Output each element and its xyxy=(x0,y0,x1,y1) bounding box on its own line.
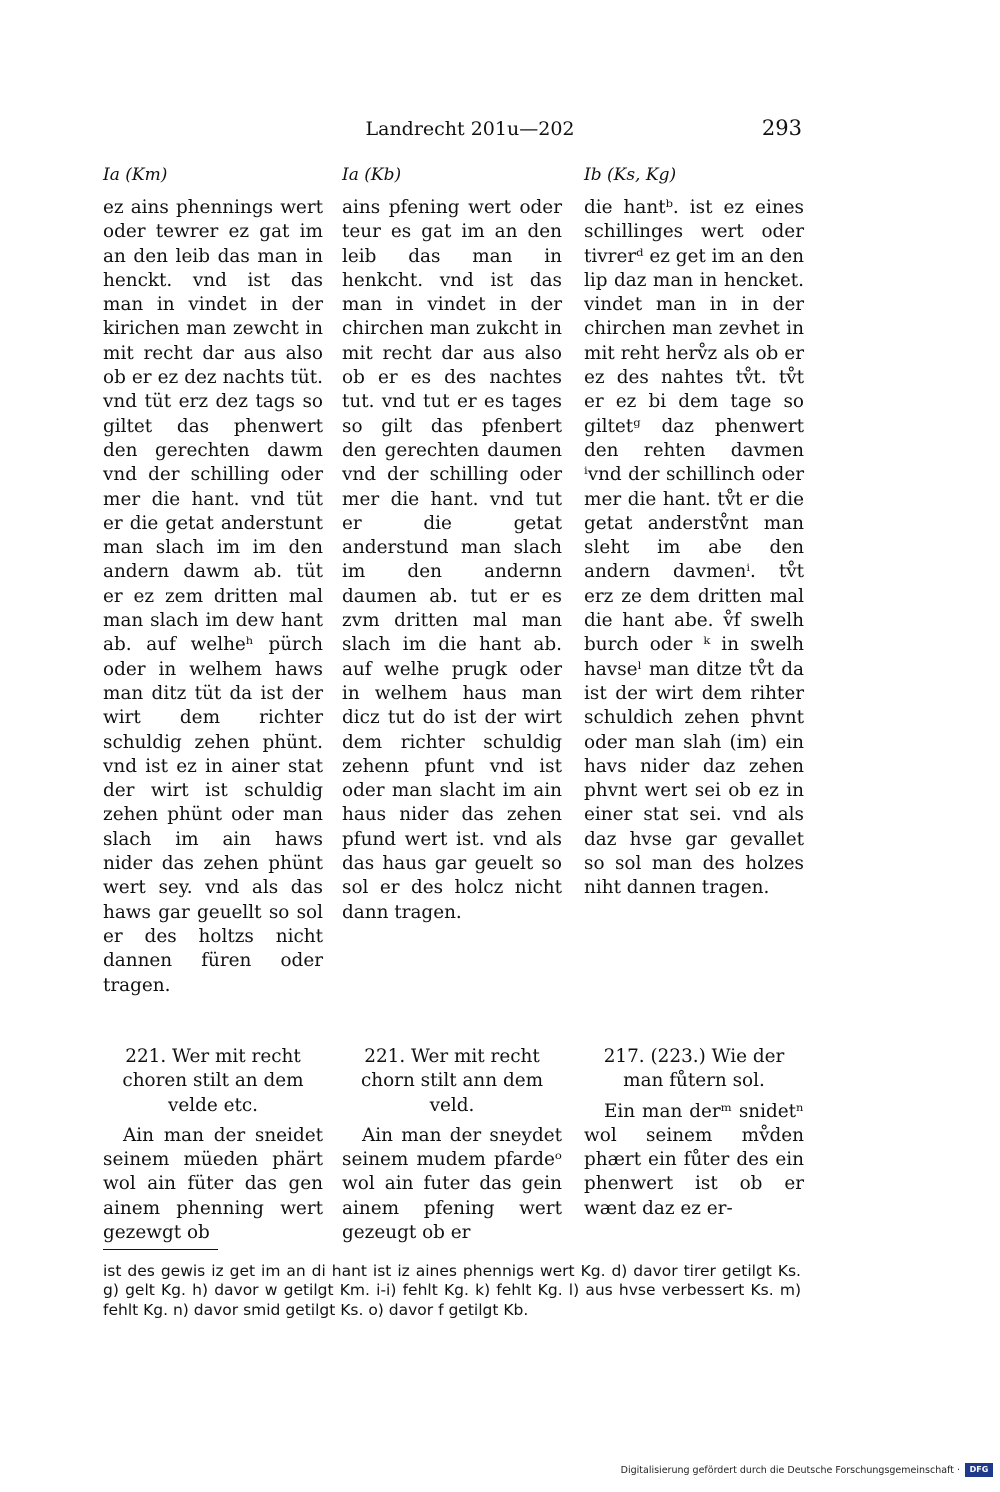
section-heading: 221. Wer mit recht chorn stilt ann dem veld. xyxy=(360,1046,544,1116)
text-column-ib-ks-kg xyxy=(584,162,804,901)
footnotes: ist des gewis iz get im an di hant ist iz aines phennigs wert Kg. d) davor tirer getilgt Ks. g) gelt Kg. h) davor w getilgt Km. i-i) fehlt Kg. k) fehlt Kg. l) aus hvse verbessert Ks. m) fehlt Kg. n) davor smid getilgt Ks. o) davor f getilgt Kb. xyxy=(103,1262,801,1319)
column-body-text: die hantᵇ. ist ez eines schillinges wert oder tivrerᵈ ez get im an den lip daz man in hencket. vindet man in in der chirchen man zevhet in mit reht herv̊z als ob er ez des nahtes tv̊t. tv̊t er ez bi dem tage so giltetᵍ daz phenwert den rehten davmen ⁱvnd der schillinch oder mer die hant. tv̊t er die getat anderstv̊nt man sleht im abe den andern davmenⁱ. tv̊t erz ze dem dritten mal die hant abe. v̊f swelh burch oder ᵏ in swelh havseˡ man ditze tv̊t da ist der wirt dem rihter schuldich zehen phvnt oder man slah (im) ein havs nider daz zehen phvnt wert sei ob ez in einer stat sei. vnd als daz hvse gar gevallet so sol man des holzes niht dannen tragen. xyxy=(584,197,804,899)
section-221-kb xyxy=(342,1045,562,1245)
text-column-ia-km xyxy=(103,162,323,998)
section-body-text: Ein man derᵐ snidetⁿ wol seinem mv̊den phært ein fůter des ein phenwert ist ob er wænt daz ez er- xyxy=(584,1100,804,1219)
section-217-ks-kg xyxy=(584,1045,804,1221)
column-body-text: ez ains phennings wert oder tewrer ez gat im an den leib das man in henckt. vnd ist das man in vindet in der kirichen man zewcht in mit recht dar aus also ob er ez dez nachts tüt. vnd tüt erz dez tags so giltet das phenwert den gerechten dawm vnd der schilling oder mer die hant. vnd tüt er die getat anderstunt man slach im im den andern dawm ab. tüt er ez zem dritten mal man slach im dew hant ab. auf welheʰ pürch oder in welhem haws man ditz tüt da ist der wirt dem richter schuldig zehen phünt. vnd ist ez in ainer stat der wirt ist schuldig zehen phünt oder man slach im ain haws nider das zehen phünt wert sey. vnd als das haws gar geuellt so sol er des holtzs nicht dannen füren oder tragen. xyxy=(103,197,323,996)
section-heading: 217. (223.) Wie der man fůtern sol. xyxy=(603,1046,785,1092)
manuscript-label: Ib (Ks, Kg) xyxy=(584,165,677,185)
section-body-text: Ain man der sneydet seinem mudem pfardeᵒ wol ain futer das gein ainem pfening wert gezeugt ob er xyxy=(342,1124,562,1244)
section-body-text: Ain man der sneidet seinem müeden phärt wol ain füter das gen ainem phenning wert gezewgt ob xyxy=(103,1124,323,1244)
page-number: 293 xyxy=(761,116,802,140)
funding-note: Digitalisierung gefördert durch die Deutsche Forschungsgemeinschaft · xyxy=(620,1465,960,1476)
footnote-divider xyxy=(103,1249,218,1250)
text-column-ia-kb xyxy=(342,162,562,925)
manuscript-label: Ia (Km) xyxy=(103,165,168,185)
manuscript-label: Ia (Kb) xyxy=(342,165,402,185)
running-header-title: Landrecht 201u—202 xyxy=(365,118,575,140)
section-221-km xyxy=(103,1045,323,1245)
section-heading: 221. Wer mit recht choren stilt an dem velde etc. xyxy=(122,1046,304,1116)
column-body-text: ains pfening wert oder teur es gat im an den leib das man in henkcht. vnd ist das man in vindet in der chirchen man zukcht in mit recht dar aus also ob er es des nachtes tut. vnd tut er es tages so gilt das pfenbert den gerechten daumen vnd der schilling oder mer die hant. vnd tut er die getat anderstund man slach im den andernn daumen ab. tut er es zvm dritten mal man slach im die hant ab. auf welhe prugk oder in welhem haus man dicz tut do ist der wirt dem richter schuldig zehenn pfunt vnd ist oder man slacht im ain haus nider das zehen pfund wert ist. vnd als das haus gar geuelt so sol er des holcz nicht dann tragen. xyxy=(342,197,562,923)
dfg-logo: DFG xyxy=(965,1463,993,1477)
